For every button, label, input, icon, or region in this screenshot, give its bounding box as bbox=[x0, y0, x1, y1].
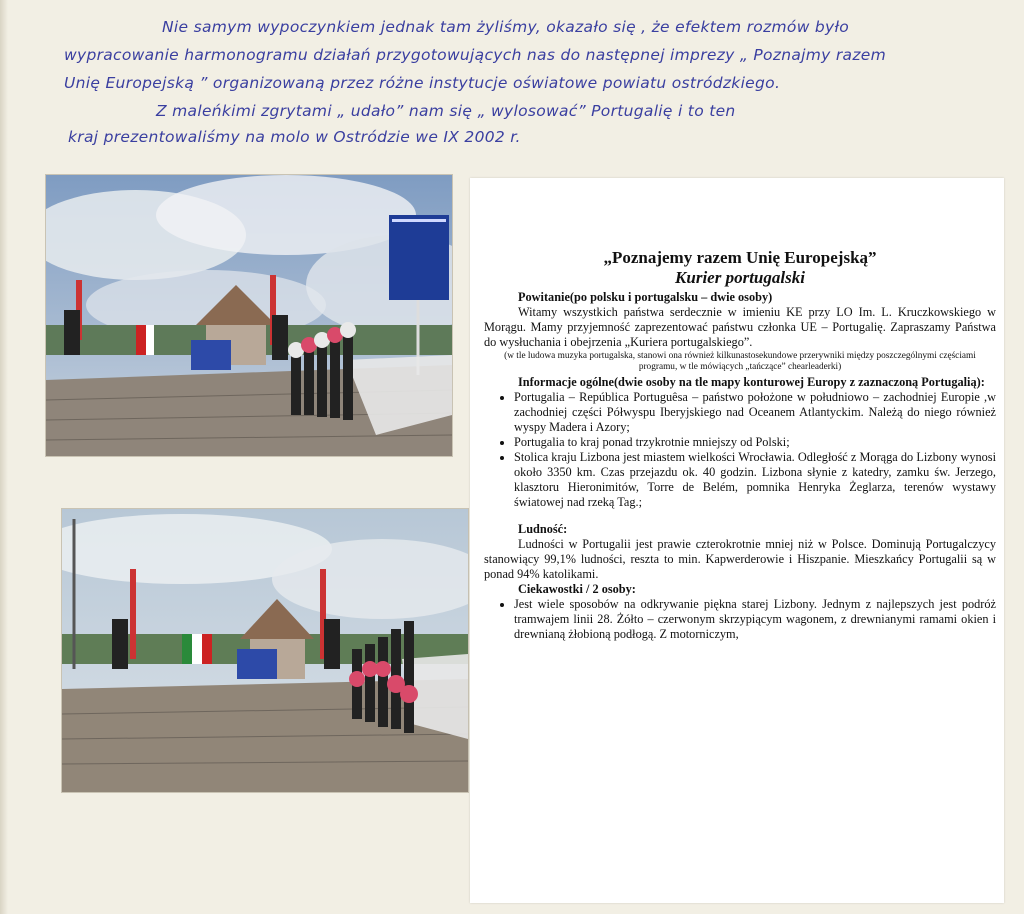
handwritten-line: wypracowanie harmonogramu działań przygotowujących nas do następnej imprezy „ Poznajmy razem bbox=[64, 46, 887, 64]
section-heading-general: Informacje ogólne(dwie osoby na tle mapy konturowej Europy z zaznaczoną Portugalią): bbox=[518, 375, 985, 389]
handwritten-line: Z maleńkimi zgrytami „ udało” nam się „ wylosować” Portugalię i to ten bbox=[156, 102, 736, 120]
list-item: • Portugalia to kraj ponad trzykrotnie mniejszy od Polski; bbox=[514, 435, 996, 450]
handwritten-line: kraj prezentowaliśmy na molo w Ostródzie we IX 2002 r. bbox=[68, 128, 521, 146]
general-info-list bbox=[484, 390, 996, 510]
trivia-list bbox=[484, 597, 996, 642]
handwritten-line: Nie samym wypoczynkiem jednak tam żyliśmy, okazało się , że efektem rozmów było bbox=[162, 18, 850, 36]
section-heading-welcome: Powitanie(po polsku i portugalsku – dwie osoby) bbox=[518, 290, 773, 304]
document-subtitle: Kurier portugalski bbox=[675, 268, 805, 287]
document-title: „Poznajemy razem Unię Europejską” bbox=[603, 248, 877, 267]
section-heading-population: Ludność: bbox=[518, 522, 568, 536]
printed-document bbox=[470, 178, 1004, 903]
welcome-note: (w tle ludowa muzyka portugalska, stanowi ona również kilkunastosekundowe przerywniki między poszczególnymi częściami programu, w tle mówiących „tańczące” chearleaderki) bbox=[504, 351, 976, 372]
welcome-paragraph: Witamy wszystkich państwa serdecznie w imieniu KE przy LO Im. L. Kruczkowskiego w Morągu. Mamy przyjemność zaprezentować państwu członka UE – Portugalię. Zapraszamy Państwa do wysłuchania i obejrzenia „Kuriera portugalskiego”. bbox=[484, 305, 996, 349]
handwritten-line: Unię Europejską ” organizowaną przez różne instytucje oświatowe powiatu ostródzkiego. bbox=[64, 74, 781, 92]
list-item: • Stolica kraju Lizbona jest miastem wielkości Wrocławia. Odległość z Morąga do Lizbony wynosi około 3350 km. Czas przejazdu ok. 40 godzin. Lizbona słynie z katedry, zamku św. Jerzego, klasztoru Hieronimitów, Torre de Belém, pomnika Henryka Żeglarza, terenów wystawy światowej nad rzeką Tag.; bbox=[514, 450, 996, 510]
population-paragraph: Ludności w Portugalii jest prawie czterokrotnie mniej niż w Polsce. Dominują Portugalczycy stanowiący 99,1% ludności, reszta to min. Kapwerderowie i Hiszpanie. Mieszkańcy Portugalii są w ponad 94% katolikami. bbox=[484, 537, 996, 581]
album-page-edge bbox=[0, 0, 8, 914]
photo-pier-performance-1 bbox=[45, 174, 453, 457]
list-item: • Jest wiele sposobów na odkrywanie piękna starej Lizbony. Jednym z najlepszych jest podróż tramwajem linii 28. Żółto – czerwonym skrzypiącym wagonem, z drewnianymi ramami okien i drewnianą żłobioną podłogą. Z motorniczym, bbox=[514, 597, 996, 642]
list-item: • Portugalia – República Portuguêsa – państwo położone w południowo – zachodniej Europie ,w zachodniej części Półwyspu Iberyjskiego nad Oceanem Atlantyckim. Należą do niego również wyspy Madera i Azory; bbox=[514, 390, 996, 435]
photo-pier-performance-2 bbox=[61, 508, 469, 793]
section-heading-trivia: Ciekawostki / 2 osoby: bbox=[518, 582, 636, 596]
